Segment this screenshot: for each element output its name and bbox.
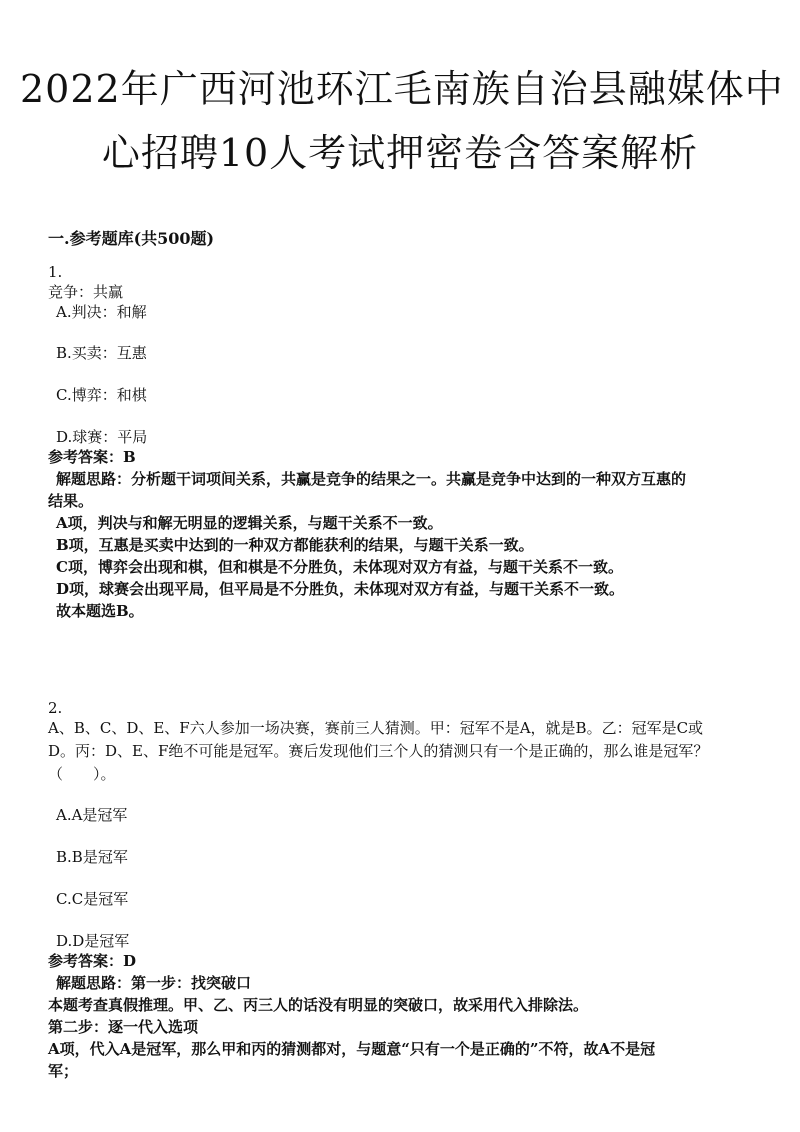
question-1-analysis-line: A项，判决与和解无明显的逻辑关系，与题干关系不一致。 bbox=[56, 514, 443, 532]
question-2-option-c: C.C是冠军 bbox=[56, 890, 129, 908]
question-2-option-d: D.D是冠军 bbox=[56, 932, 130, 950]
question-2-option-b: B.B是冠军 bbox=[56, 848, 128, 866]
question-1-analysis-line: 故本题选B。 bbox=[56, 602, 144, 620]
question-1-option-a: A.判决：和解 bbox=[56, 303, 147, 321]
question-2-stem-line: A、B、C、D、E、F六人参加一场决赛，赛前三人猜测。甲：冠军不是A，就是B。乙：冠军是C或 bbox=[48, 719, 704, 737]
question-1-analysis-line: C项，博弈会出现和棋，但和棋是不分胜负，未体现对双方有益，与题干关系不一致。 bbox=[56, 558, 623, 576]
question-2-analysis-line: 本题考查真假推理。甲、乙、丙三人的话没有明显的突破口，故采用代入排除法。 bbox=[48, 996, 589, 1014]
question-2-stem-line: D。丙：D、E、F绝不可能是冠军。赛后发现他们三个人的猜测只有一个是正确的，那么谁是冠军？ bbox=[48, 742, 709, 760]
question-2-analysis-line: 军； bbox=[48, 1062, 79, 1080]
question-1-analysis-line: D项，球赛会出现平局，但平局是不分胜负，未体现对双方有益，与题干关系不一致。 bbox=[56, 580, 625, 598]
document-title-line-2: 心招聘10人考试押密卷含答案解析 bbox=[101, 131, 699, 175]
section-heading: 一.参考题库(共500题) bbox=[48, 229, 215, 248]
question-1-analysis-line: 结果。 bbox=[48, 492, 94, 510]
question-2-option-a: A.A是冠军 bbox=[56, 806, 128, 824]
question-2-answer: 参考答案：D bbox=[48, 952, 137, 970]
question-1-option-d: D.球赛：平局 bbox=[56, 428, 148, 446]
question-2-analysis-line: 解题思路：第一步：找突破口 bbox=[56, 974, 252, 992]
question-1-stem: 竞争：共赢 bbox=[48, 283, 124, 301]
question-2-number: 2. bbox=[48, 699, 63, 717]
question-2-analysis-line: A项，代入A是冠军，那么甲和丙的猜测都对，与题意“只有一个是正确的”不符，故A不是冠 bbox=[48, 1040, 656, 1058]
question-1-analysis-line: 解题思路：分析题干词项间关系，共赢是竞争的结果之一。共赢是竞争中达到的一种双方互惠的 bbox=[56, 470, 687, 488]
question-1-option-c: C.博弈：和棋 bbox=[56, 386, 147, 404]
document-title-line-1: 2022年广西河池环江毛南族自治县融媒体中 bbox=[20, 67, 784, 111]
question-2-stem-line: （ ）。 bbox=[48, 765, 116, 783]
question-1-number: 1. bbox=[48, 263, 63, 281]
question-1-answer: 参考答案：B bbox=[48, 448, 136, 466]
question-1-option-b: B.买卖：互惠 bbox=[56, 344, 147, 362]
question-1-analysis-line: B项，互惠是买卖中达到的一种双方都能获利的结果，与题干关系一致。 bbox=[56, 536, 534, 554]
question-2-analysis-line: 第二步：逐一代入选项 bbox=[48, 1018, 199, 1036]
